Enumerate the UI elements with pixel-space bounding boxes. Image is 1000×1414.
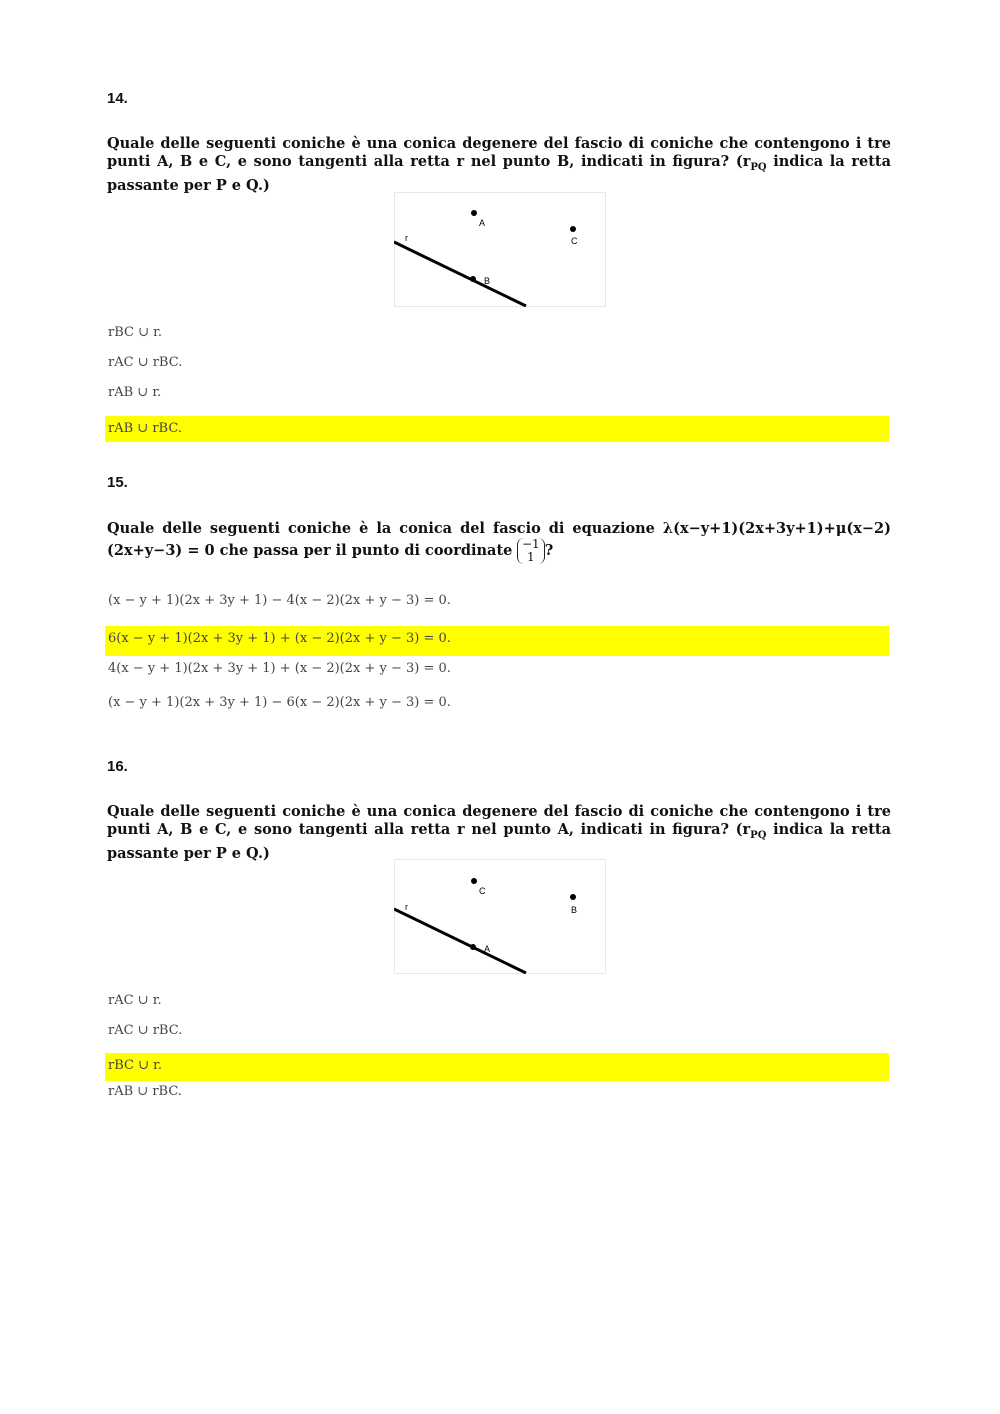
q16-option-3[interactable]: rBC ∪ r. <box>105 1053 889 1081</box>
label-a: A <box>484 944 491 954</box>
q15-option-2[interactable]: 6(x − y + 1)(2x + 3y + 1) + (x − 2)(2x + y − 3) = 0. <box>105 626 889 656</box>
question-14-number: 14. <box>107 90 128 107</box>
q16-option-2[interactable]: rAC ∪ rBC. <box>108 1023 183 1038</box>
question-15-text <box>107 520 891 564</box>
q15-option-1[interactable]: (x − y + 1)(2x + 3y + 1) − 4(x − 2)(2x + y − 3) = 0. <box>108 593 451 608</box>
q16-option-4[interactable]: rAB ∪ rBC. <box>108 1084 182 1099</box>
figure-frame <box>395 193 606 307</box>
point-a-dot <box>470 944 476 950</box>
label-c: C <box>571 236 578 246</box>
question-15-number: 15. <box>107 474 128 491</box>
q14-option-3[interactable]: rAB ∪ r. <box>108 385 162 400</box>
question-15-vector <box>517 538 545 564</box>
question-16-number: 16. <box>107 758 128 775</box>
label-r: r <box>405 902 408 912</box>
label-b: B <box>484 276 491 286</box>
q15-option-4[interactable]: (x − y + 1)(2x + 3y + 1) − 6(x − 2)(2x + y − 3) = 0. <box>108 695 451 710</box>
question-16-text <box>107 803 891 863</box>
point-c-dot <box>570 226 576 232</box>
question-16-text-sub: PQ <box>750 829 767 841</box>
figure-frame <box>395 860 606 974</box>
vector-x: −1 <box>521 537 540 551</box>
q16-option-1[interactable]: rAC ∪ r. <box>108 993 162 1008</box>
q14-option-1[interactable]: rBC ∪ r. <box>108 325 163 340</box>
question-15-text-after: ? <box>544 542 554 559</box>
label-c: C <box>479 886 486 896</box>
label-a: A <box>479 218 486 228</box>
vector-y: 1 <box>527 550 535 564</box>
q14-option-2[interactable]: rAC ∪ rBC. <box>108 355 183 370</box>
question-15-text-before: Quale delle seguenti coniche è la conica del fascio di equazione λ(x−y+1)(2x+3y+1)+μ(x−2)(2x+y−3) = 0 che passa per il punto di coordinate <box>107 520 891 559</box>
question-16-text-after: indica la retta passante per P e Q.) <box>107 821 891 862</box>
label-r: r <box>405 233 408 243</box>
point-b-dot <box>470 276 476 282</box>
q15-option-3[interactable]: 4(x − y + 1)(2x + 3y + 1) + (x − 2)(2x + y − 3) = 0. <box>108 661 451 676</box>
question-16-text-before: Quale delle seguenti coniche è una conica degenere del fascio di coniche che contengono i tre punti A, B e C, e sono tangenti alla retta r nel punto A, indicati in figura? (r <box>107 803 891 838</box>
point-c-dot <box>471 878 477 884</box>
label-b: B <box>571 905 578 915</box>
question-14-text-before: Quale delle seguenti coniche è una conica degenere del fascio di coniche che contengono i tre punti A, B e C, e sono tangenti alla retta r nel punto B, indicati in figura? (r <box>107 135 891 170</box>
question-14-text <box>107 135 891 195</box>
question-14-figure <box>394 192 606 307</box>
question-14-text-after: indica la retta passante per P e Q.) <box>107 153 891 194</box>
question-14-text-sub: PQ <box>750 161 767 173</box>
q14-option-4[interactable]: rAB ∪ rBC. <box>105 416 889 442</box>
question-16-figure <box>394 859 606 974</box>
point-b-dot <box>570 894 576 900</box>
point-a-dot <box>471 210 477 216</box>
